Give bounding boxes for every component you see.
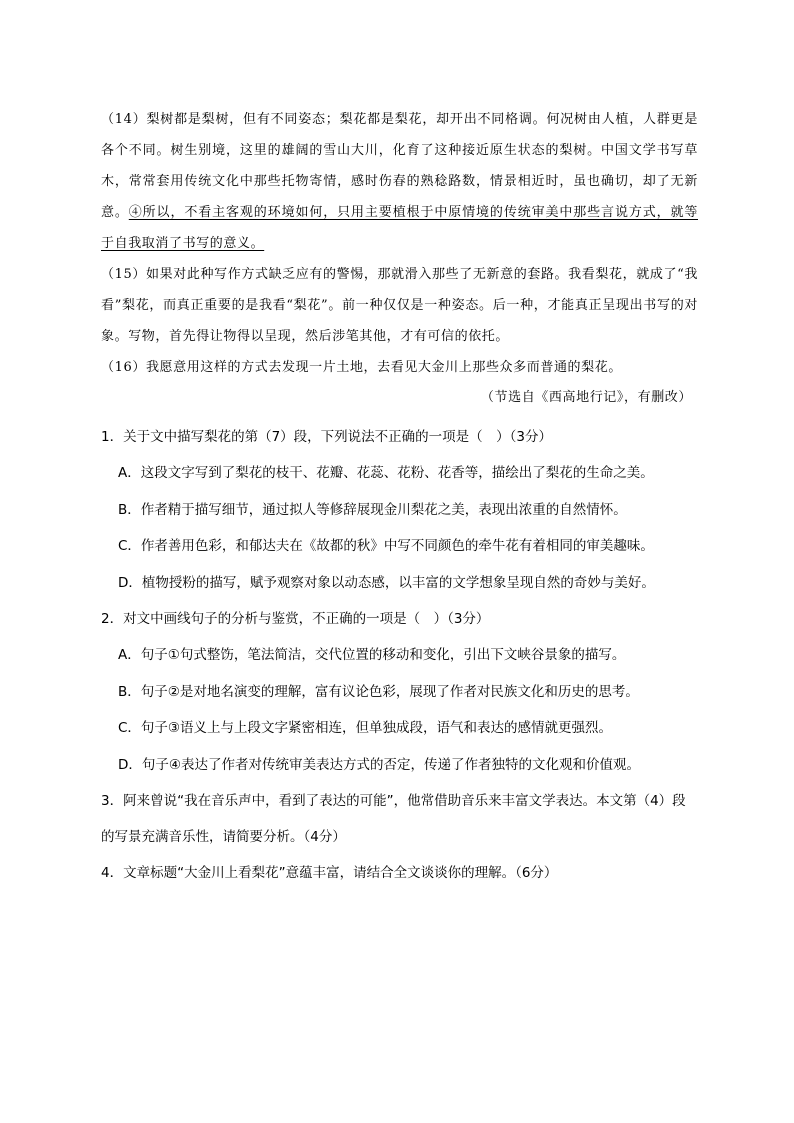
- option-b: B．作者精于描写细节，通过拟人等修辞展现金川梨花之美，表现出浓重的自然情怀。: [118, 501, 627, 518]
- option-d: D．植物授粉的描写，赋予观察对象以动态感，以丰富的文学想象呈现自然的奇妙与美好。: [118, 574, 655, 591]
- question-list: [101, 419, 698, 891]
- option-d: D．句子④表达了作者对传统审美表达方式的否定，传递了作者独特的文化观和价值观。: [118, 756, 640, 773]
- option-a: A．这段文字写到了梨花的枝干、花瓣、花蕊、花粉、花香等，描绘出了梨花的生命之美。: [118, 465, 654, 481]
- underlined-sentence-4: ④所以，不看主客观的环境如何，只用主要植根于中原情境的传统审美中那些言说方式，就等于自我取消了书写的意义。: [101, 205, 698, 251]
- question-4: [101, 855, 698, 891]
- paragraph-14: [101, 104, 698, 259]
- option-c: C．作者善用色彩，和郁达夫在《故都的秋》中写不同颜色的牵牛花有着相同的审美趣味。: [118, 538, 654, 554]
- question-2: [101, 601, 698, 783]
- reading-passage: [101, 104, 698, 413]
- option-b: B．句子②是对地名演变的理解，富有议论色彩，展现了作者对民族文化和历史的思考。: [118, 683, 639, 700]
- question-3: [101, 783, 698, 855]
- option-a: A．句子①句式整饬，笔法简洁，交代位置的移动和变化，引出下文峡谷景象的描写。: [118, 647, 626, 663]
- paragraph-16: （16）我愿意用这样的方式去发现一片土地，去看见大金川上那些众多而普通的梨花。: [101, 360, 622, 375]
- paragraph-15: （15）如果对此种写作方式缺乏应有的警惕，那就滑入那些了无新意的套路。我看梨花，就成了“我看”梨花，而真正重要的是我看“梨花”。前一种仅仅是一种姿态。后一种，才能真正呈现出书写的对象。写物，首先得让物得以呈现，然后涉笔其他，才有可信的依托。: [101, 267, 698, 344]
- question-stem: 2．对文中画线句子的分析与鉴赏，不正确的一项是（ ）（3分）: [101, 611, 490, 627]
- paragraph-14-text: （14）梨树都是梨树，但有不同姿态；梨花都是梨花，却开出不同格调。何况树由人植，人群更是各个不同。树生别境，这里的雄阔的雪山大川，化育了这种接近原生状态的梨树。中国文学书写草木，常常套用传统文化中那些托物寄情，感时伤春的熟稔路数，情景相近时，虽也确切，却了无新意。: [101, 112, 698, 220]
- question-stem: 1．关于文中描写梨花的第（7）段，下列说法不正确的一项是（ ）（3分）: [101, 429, 553, 445]
- source-citation: （节选自《西高地行记》，有删改）: [480, 390, 692, 405]
- option-c: C．句子③语义上与上段文字紧密相连，但单独成段，语气和表达的感情就更强烈。: [118, 720, 613, 736]
- question-stem: 4．文章标题“大金川上看梨花”意蕴丰富，请结合全文谈谈你的理解。（6分）: [101, 865, 558, 881]
- question-stem: 3．阿来曾说“我在音乐声中，看到了表达的可能”，他常借助音乐来丰富文学表达。本文第（4）段的写景充满音乐性，请简要分析。（4分）: [101, 793, 686, 845]
- question-1: [101, 419, 698, 601]
